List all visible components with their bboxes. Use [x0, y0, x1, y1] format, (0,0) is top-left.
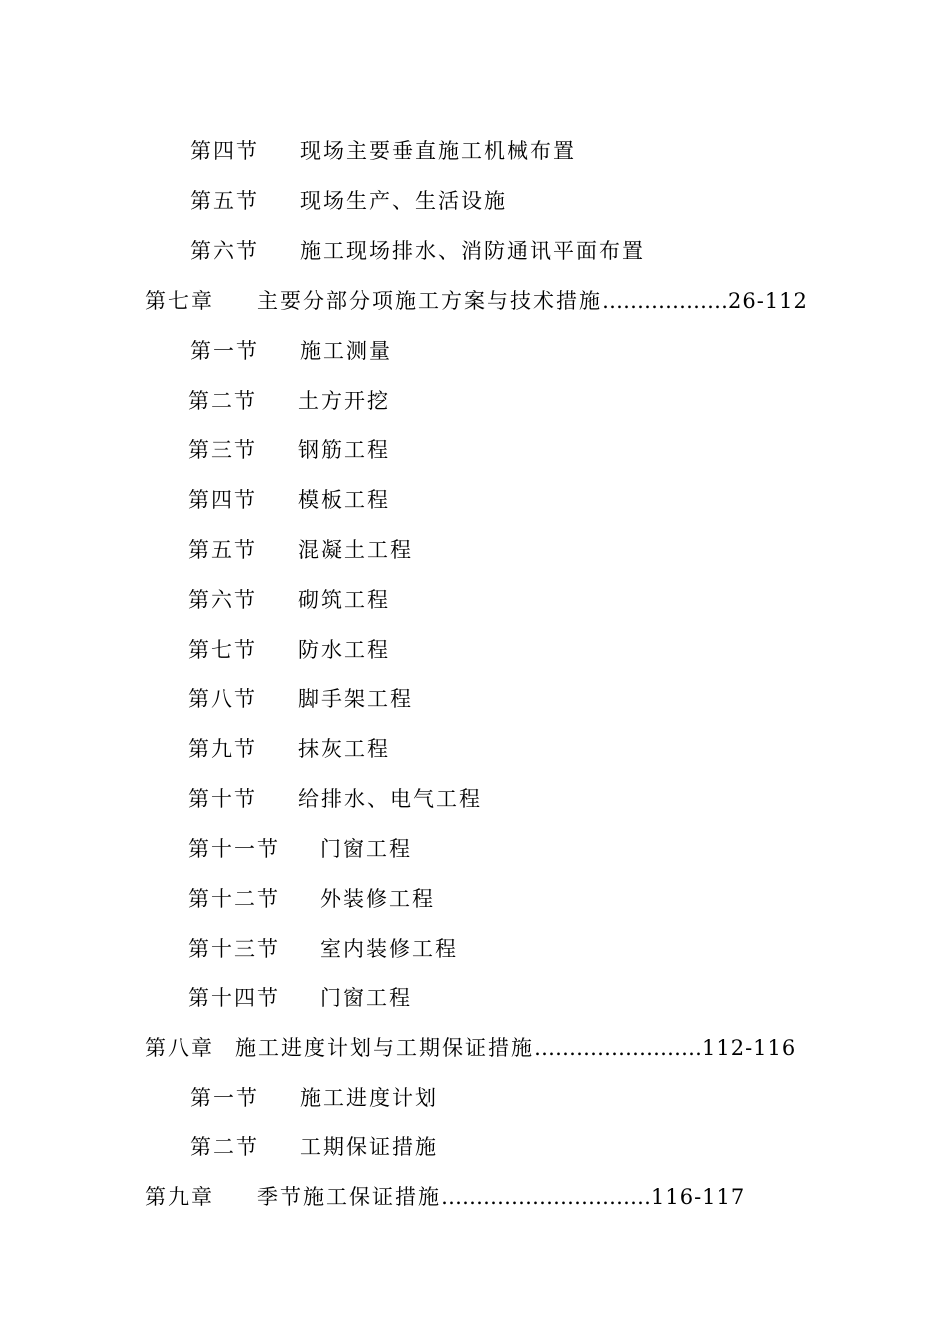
- toc-entry-section: [190, 338, 392, 364]
- toc-section-number: 第八节: [188, 687, 257, 711]
- toc-entry-chapter: [145, 1035, 796, 1061]
- toc-chapter-title: 施工进度计划与工期保证措施: [235, 1036, 534, 1060]
- toc-section-number: 第十一节: [188, 837, 280, 861]
- toc-entry-section: [190, 1134, 438, 1160]
- toc-section-title: 现场生产、生活设施: [300, 189, 507, 213]
- toc-section-title: 现场主要垂直施工机械布置: [300, 139, 576, 163]
- toc-entry-section: [188, 836, 412, 862]
- toc-section-title: 门窗工程: [320, 986, 412, 1010]
- toc-leader-dots: ………………: [602, 289, 728, 313]
- toc-entry-section: [188, 886, 435, 912]
- toc-section-title: 外装修工程: [320, 887, 435, 911]
- toc-section-title: 施工进度计划: [300, 1086, 438, 1110]
- toc-entry-section: [190, 188, 507, 214]
- toc-section-number: 第四节: [188, 488, 257, 512]
- toc-entry-section: [190, 1085, 438, 1111]
- toc-section-title: 门窗工程: [320, 837, 412, 861]
- toc-entry-section: [188, 437, 390, 463]
- toc-entry-section: [188, 736, 390, 762]
- toc-section-number: 第四节: [190, 139, 259, 163]
- toc-section-title: 施工现场排水、消防通讯平面布置: [300, 239, 645, 263]
- toc-section-title: 给排水、电气工程: [298, 787, 482, 811]
- toc-page-range: 116-117: [651, 1185, 746, 1209]
- toc-section-number: 第二节: [188, 389, 257, 413]
- toc-section-title: 工期保证措施: [300, 1135, 438, 1159]
- toc-section-number: 第十二节: [188, 887, 280, 911]
- toc-section-number: 第九节: [188, 737, 257, 761]
- toc-section-title: 土方开挖: [298, 389, 390, 413]
- toc-section-number: 第三节: [188, 438, 257, 462]
- toc-section-title: 模板工程: [298, 488, 390, 512]
- toc-section-title: 砌筑工程: [298, 588, 390, 612]
- toc-entry-section: [190, 138, 576, 164]
- toc-section-title: 脚手架工程: [298, 687, 413, 711]
- toc-section-title: 施工测量: [300, 339, 392, 363]
- toc-section-number: 第十节: [188, 787, 257, 811]
- toc-entry-section: [188, 637, 390, 663]
- toc-chapter-number: 第九章: [145, 1185, 214, 1209]
- toc-section-number: 第六节: [188, 588, 257, 612]
- toc-section-title: 室内装修工程: [320, 937, 458, 961]
- toc-section-number: 第一节: [190, 1086, 259, 1110]
- toc-section-title: 防水工程: [298, 638, 390, 662]
- toc-page-range: 26-112: [728, 289, 808, 313]
- toc-chapter-title: 季节施工保证措施: [257, 1185, 441, 1209]
- toc-entry-section: [188, 686, 413, 712]
- toc-entry-section: [188, 936, 458, 962]
- toc-section-title: 抹灰工程: [298, 737, 390, 761]
- toc-entry-chapter: [145, 1184, 745, 1210]
- toc-chapter-number: 第八章: [145, 1036, 214, 1060]
- toc-entry-section: [188, 587, 390, 613]
- toc-entry-section: [190, 238, 645, 264]
- toc-entry-section: [188, 537, 413, 563]
- toc-leader-dots: ……………………: [534, 1036, 702, 1060]
- toc-entry-section: [188, 388, 390, 414]
- toc-entry-chapter: [145, 288, 808, 314]
- toc-section-number: 第二节: [190, 1135, 259, 1159]
- toc-leader-dots: …………………………: [441, 1185, 651, 1209]
- toc-page-range: 112-116: [702, 1036, 797, 1060]
- toc-section-number: 第十四节: [188, 986, 280, 1010]
- toc-section-number: 第五节: [188, 538, 257, 562]
- toc-chapter-title: 主要分部分项施工方案与技术措施: [257, 289, 602, 313]
- toc-entry-section: [188, 786, 482, 812]
- toc-chapter-number: 第七章: [145, 289, 214, 313]
- toc-section-number: 第五节: [190, 189, 259, 213]
- toc-section-number: 第七节: [188, 638, 257, 662]
- toc-section-number: 第一节: [190, 339, 259, 363]
- toc-entry-section: [188, 985, 412, 1011]
- toc-section-number: 第六节: [190, 239, 259, 263]
- toc-section-title: 钢筋工程: [298, 438, 390, 462]
- toc-section-title: 混凝土工程: [298, 538, 413, 562]
- toc-section-number: 第十三节: [188, 937, 280, 961]
- toc-entry-section: [188, 487, 390, 513]
